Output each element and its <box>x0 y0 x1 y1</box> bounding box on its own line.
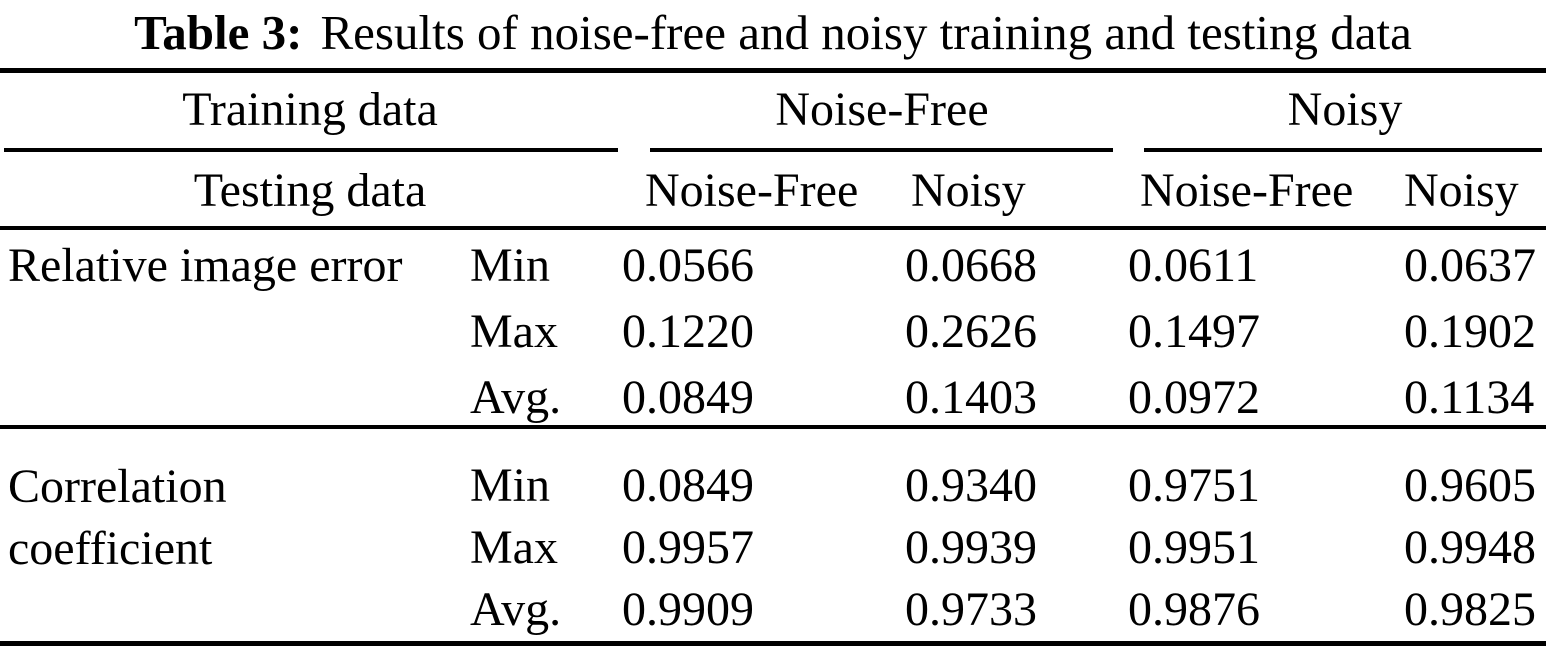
row-group-label-line1: Correlation <box>8 460 227 513</box>
value-cell: 0.9948 <box>1404 521 1536 574</box>
subcol-header-nf-nf: Noise-Free <box>645 164 859 217</box>
value-cell: 0.9733 <box>905 583 1037 636</box>
stat-label: Avg. <box>470 583 562 636</box>
row-group-label-correlation-coefficient <box>8 456 227 581</box>
col-group-header-noise-free: Noise-Free <box>775 83 989 136</box>
stat-label: Max <box>470 305 558 358</box>
group-divider-rule <box>0 425 1546 429</box>
value-cell: 0.0566 <box>622 239 754 292</box>
stat-label: Max <box>470 521 558 574</box>
value-cell: 0.1134 <box>1404 371 1535 424</box>
table-caption-text: Results of noise-free and noisy training and testing data <box>320 5 1412 60</box>
value-cell: 0.9957 <box>622 521 754 574</box>
value-cell: 0.9605 <box>1404 459 1536 512</box>
value-cell: 0.9340 <box>905 459 1037 512</box>
value-cell: 0.1902 <box>1404 305 1536 358</box>
stat-label: Avg. <box>470 371 562 424</box>
top-rule <box>0 68 1546 73</box>
subcol-header-noisy-noisy: Noisy <box>1404 164 1519 217</box>
col-group-header-noisy: Noisy <box>1287 83 1403 136</box>
table-caption <box>0 6 1546 60</box>
col-header-testing-data: Testing data <box>193 164 427 217</box>
value-cell: 0.0668 <box>905 239 1037 292</box>
value-cell: 0.9825 <box>1404 583 1536 636</box>
value-cell: 0.2626 <box>905 305 1037 358</box>
value-cell: 0.0849 <box>622 371 754 424</box>
value-cell: 0.9876 <box>1128 583 1260 636</box>
row-group-label-line2: coefficient <box>8 522 213 576</box>
value-cell: 0.0849 <box>622 459 754 512</box>
cmid-rule-left <box>4 148 618 152</box>
value-cell: 0.9951 <box>1128 521 1260 574</box>
cmid-rule-noisy <box>1144 148 1542 152</box>
bottom-rule <box>0 641 1546 646</box>
stat-label: Min <box>470 239 551 292</box>
value-cell: 0.1220 <box>622 305 754 358</box>
value-cell: 0.1403 <box>905 371 1037 424</box>
value-cell: 0.0611 <box>1128 239 1259 292</box>
cmid-rule-noisefree <box>650 148 1113 152</box>
value-cell: 0.0637 <box>1404 239 1536 292</box>
row-group-label-relative-image-error: Relative image error <box>8 239 403 292</box>
value-cell: 0.9939 <box>905 521 1037 574</box>
value-cell: 0.1497 <box>1128 305 1260 358</box>
subcol-header-nf-noisy: Noisy <box>911 164 1026 217</box>
table-caption-number: Table 3: <box>134 5 303 60</box>
stat-label: Min <box>470 459 551 512</box>
col-header-training-data: Training data <box>182 83 438 136</box>
subcol-header-noisy-nf: Noise-Free <box>1140 164 1354 217</box>
header-bottom-rule <box>0 226 1546 230</box>
value-cell: 0.9909 <box>622 583 754 636</box>
value-cell: 0.0972 <box>1128 371 1260 424</box>
value-cell: 0.9751 <box>1128 459 1260 512</box>
